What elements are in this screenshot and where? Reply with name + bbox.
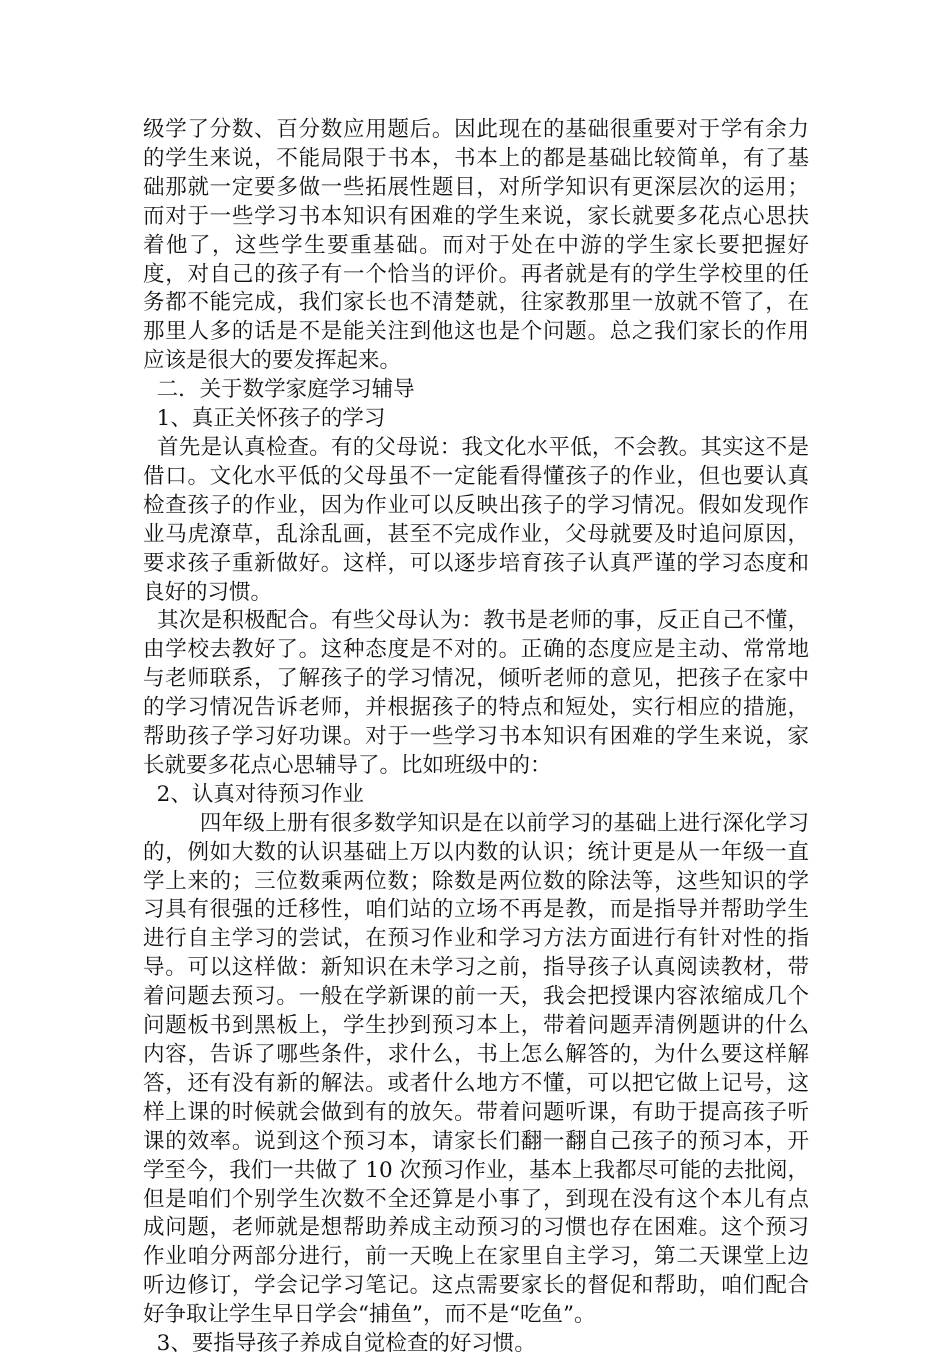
subheading-2: 2、认真对待预习作业 <box>143 781 364 807</box>
document-body <box>143 116 809 1359</box>
paragraph-preview: 四年级上册有很多数学知识是在以前学习的基础上进行深化学习的，例如大数的认识基础上万以内数的认识；统计更是从一年级一直学上来的；三位数乘两位数；除数是两位数的除法等，这些知识的学习具有很强的迁移性，咱们站的立场不再是教，而是指导并帮助学生进行自主学习的尝试，在预习作业和学习方法方面进行有针对性的指导。可以这样做：新知识在未学习之前，指导孩子认真阅读教材，带着问题去预习。一般在学新课的前一天，我会把授课内容浓缩成几个问题板书到黑板上，学生抄到预习本上，带着问题弄清例题讲的什么内容，告诉了哪些条件，求什么，书上怎么解答的，为什么要这样解答，还有没有新的解法。或者什么地方不懂，可以把它做上记号，这样上课的时候就会做到有的放矢。带着问题听课，有助于提高孩子听课的效率。说到这个预习本，请家长们翻一翻自己孩子的预习本，开学至今，我们一共做了 10 次预习作业，基本上我都尽可能的去批阅，但是咱们个别学生次数不全还算是小事了，到现在没有这个本儿有点成问题，老师就是想帮助养成主动预习的习惯也存在困难。这个预习作业咱分两部分进行，前一天晚上在家里自主学习，第二天课堂上边听边修订，学会记学习笔记。这点需要家长的督促和帮助，咱们配合好争取让学生早日学会“捕鱼”，而不是“吃鱼”。 <box>143 810 809 1328</box>
paragraph-check-homework: 首先是认真检查。有的父母说：我文化水平低，不会教。其实这不是借口。文化水平低的父母虽不一定能看得懂孩子的作业，但也要认真检查孩子的作业，因为作业可以反映出孩子的学习情况。假如发现作业马虎潦草，乱涂乱画，甚至不完成作业，父母就要及时追问原因，要求孩子重新做好。这样，可以逐步培育孩子认真严谨的学习态度和良好的习惯。 <box>143 434 809 605</box>
paragraph-cooperate: 其次是积极配合。有些父母认为：教书是老师的事，反正自己不懂，由学校去教好了。这种态度是不对的。正确的态度应是主动、常常地与老师联系，了解孩子的学习情况，倾听老师的意见，把孩子在家中的学习情况告诉老师，并根据孩子的特点和短处，实行相应的措施，帮助孩子学习好功课。对于一些学习书本知识有困难的学生来说，家长就要多花点心思辅导了。比如班级中的： <box>143 608 809 778</box>
intro-paragraph: 级学了分数、百分数应用题后。因此现在的基础很重要对于学有余力的学生来说，不能局限于书本，书本上的都是基础比较简单，有了基础那就一定要多做一些拓展性题目，对所学知识有更深层次的运用；而对于一些学习书本知识有困难的学生来说，家长就要多花点心思扶着他了，这些学生要重基础。而对于处在中游的学生家长要把握好度，对自己的孩子有一个恰当的评价。再者就是有的学生学校里的任务都不能完成，我们家长也不清楚就，往家教那里一放就不管了，在那里人多的话是不是能关注到他这也是个问题。总之我们家长的作用应该是很大的要发挥起来。 <box>143 117 809 374</box>
section-heading-2: 二．关于数学家庭学习辅导 <box>143 377 415 403</box>
subheading-1: 1、真正关怀孩子的学习 <box>143 406 386 432</box>
subheading-3: 3、要指导孩子养成自觉检查的好习惯。 <box>143 1331 536 1357</box>
